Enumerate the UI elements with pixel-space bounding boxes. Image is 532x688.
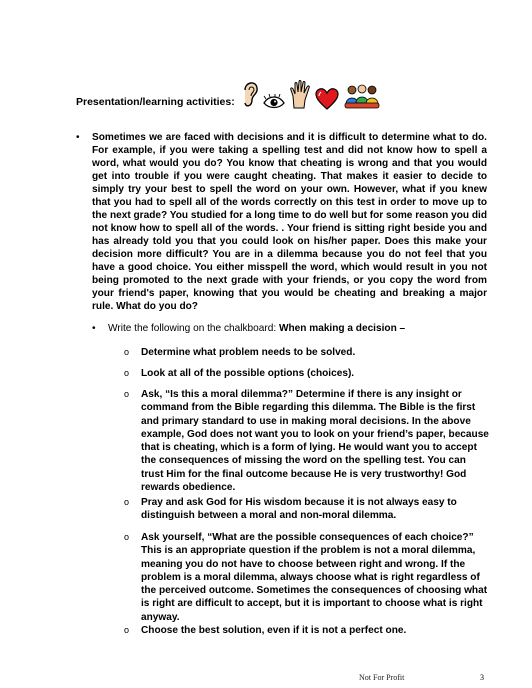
chalkboard-heading: When making a decision – bbox=[278, 323, 406, 334]
sub-bullet-marker: o bbox=[124, 625, 130, 635]
sub-bullet-marker: o bbox=[124, 497, 130, 507]
sub-bullet-marker: o bbox=[124, 368, 130, 378]
sub-item bbox=[124, 496, 489, 523]
sub-item bbox=[124, 531, 489, 624]
sub-item bbox=[124, 367, 489, 380]
sub-item-text: Ask, “Is this a moral dilemma?” Determine if there is any insight or command from the Bible regarding this dilemma. The Bible is the first and primary standard to use in making moral decisions. In the above example, God does not want you to look on your friend’s paper, because that is cheating, which is a form of lying. He would want you to accept the consequences of missing the word on the spelling test. You can trust Him for the final outcome because He is very trustworthy! God rewards obedience. bbox=[141, 389, 489, 494]
sub-item bbox=[124, 624, 489, 637]
bullet-chalkboard bbox=[92, 322, 488, 335]
sub-item-text: Ask yourself, “What are the possible consequences of each choice?” This is an appropriate question if the problem is not a moral dilemma, meaning you do not have to choose between right and wrong. If the problem is a moral dilemma, always choose what is right regardless of the perceived outcome. Sometimes the consequences of choosing what is right are difficult to accept, but it is important to choose what is right anyway. bbox=[141, 532, 488, 623]
ear-icon bbox=[241, 78, 259, 110]
page-number: 3 bbox=[480, 673, 484, 682]
activities-heading-row bbox=[76, 76, 381, 110]
sub-item-text: Look at all of the possible options (choices). bbox=[141, 368, 355, 379]
eye-icon bbox=[263, 94, 285, 110]
sub-item-text: Determine what problem needs to be solved. bbox=[141, 347, 356, 358]
sub-item bbox=[124, 346, 489, 359]
bullet-dilemma-text: Sometimes we are faced with decisions and it is difficult to determine what to do. For example, if you were taking a spelling test and did not know how to spell a word, what would you do? You know that cheating is wrong and that you would get into trouble if you were caught cheating. That makes it easier to decide to simply try your best to spell the word on your own. However, what if you knew that you had to spell all of the words correctly on this test in order to move up to the next grade? You studied for a long time to do well but for some reason you did not know how to spell all of the words. . Your friend is sitting right beside you and has already told you that you could look on his/her paper. Does this make your decision more difficult? You are in a dilemma because you do not feel that you have a good choice. You either misspell the word, which would result in you not being promoted to the next grade with your friends, or you copy the word from your friend's paper, knowing that you would be cheating and breaking a major rule. What do you do? bbox=[92, 132, 487, 312]
bullet-marker: • bbox=[76, 132, 80, 143]
sub-bullet-marker: o bbox=[124, 347, 130, 357]
sub-item bbox=[124, 388, 489, 494]
bullet-marker: • bbox=[92, 323, 96, 334]
sub-item-text: Choose the best solution, even if it is not a perfect one. bbox=[141, 625, 407, 636]
learning-style-icons bbox=[241, 78, 381, 110]
activities-heading: Presentation/learning activities: bbox=[76, 95, 235, 108]
chalkboard-instruction: Write the following on the chalkboard: bbox=[108, 323, 277, 334]
sub-bullet-marker: o bbox=[124, 389, 130, 399]
footer-text: Not For Profit bbox=[359, 673, 405, 682]
group-icon bbox=[343, 84, 381, 110]
bullet-dilemma-story bbox=[76, 131, 487, 313]
heart-icon bbox=[315, 88, 339, 110]
hand-icon bbox=[289, 80, 311, 110]
sub-bullet-marker: o bbox=[124, 532, 130, 542]
sub-item-text: Pray and ask God for His wisdom because it is not always easy to distinguish between a moral and non-moral dilemma. bbox=[141, 497, 457, 522]
